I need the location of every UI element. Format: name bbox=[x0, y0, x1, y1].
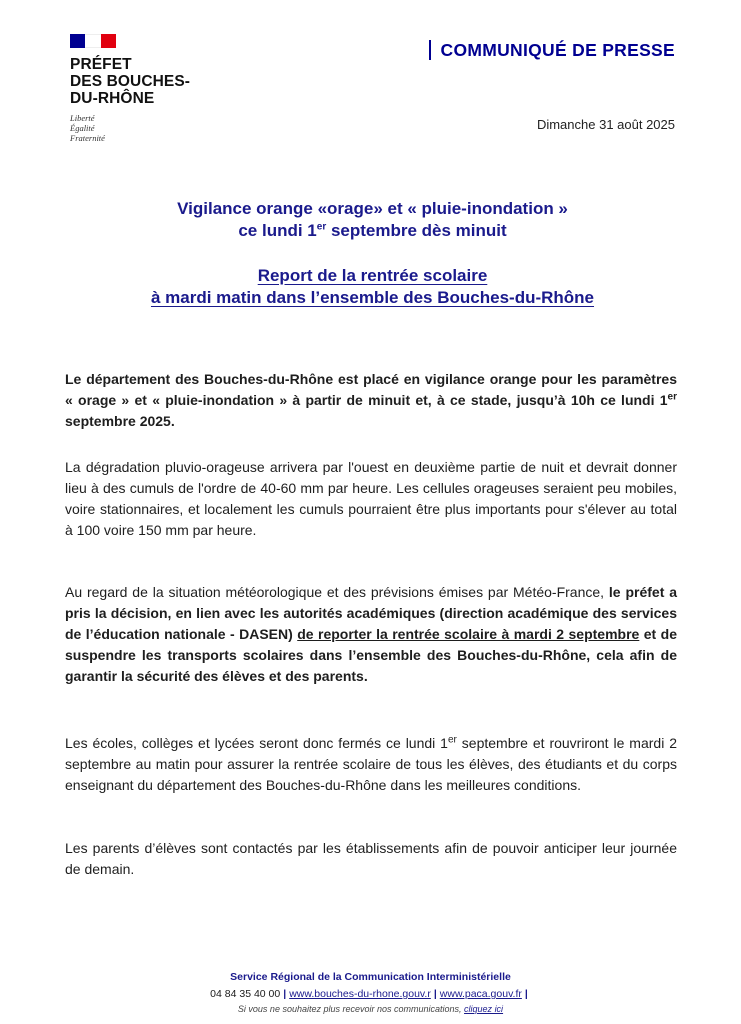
republic-motto bbox=[70, 113, 230, 143]
paragraph-underlined-text: de reporter la rentrée scolaire à mardi 2 septembre bbox=[297, 626, 640, 642]
paragraph-bold-text: le préfet a pris la décision, en lien avec les autorités académiques (direction académique des services de l’éducation nationale - DASEN) bbox=[65, 584, 677, 642]
paragraph-forecast: La dégradation pluvio-orageuse arrivera par l'ouest en deuxième partie de nuit et devrait donner lieu à des cumuls de l'ordre de 40-60 mm par heure. Les cellules orageuses seraient peu mobiles, voire stationnaires, et localement les cumuls pourraient être plus importants pour s'élever au total à 100 voire 150 mm par heure. bbox=[65, 459, 677, 538]
vigilance-title-line: Vigilance orange «orage» et « pluie-inondation » bbox=[177, 199, 568, 218]
unsubscribe-text: Si vous ne souhaitez plus recevoir nos communications, bbox=[237, 1004, 465, 1014]
footer-separator: | bbox=[433, 988, 437, 1000]
footer-unsubscribe bbox=[0, 1004, 741, 1014]
motto-line: Liberté bbox=[70, 113, 95, 123]
paragraph-text: septembre et rouvriront le mardi 2 septembre au matin pour assurer la rentrée scolaire de tous les élèves, des étudiants et du corps enseignant du département des Bouches-du-Rhône dans les meilleures conditions. bbox=[65, 735, 677, 793]
title-text: ce lundi 1 bbox=[238, 221, 317, 240]
footer-link-paca[interactable]: www.paca.gouv.fr bbox=[439, 988, 522, 1000]
unsubscribe-link[interactable]: cliquez ici bbox=[464, 1004, 504, 1014]
report-title-line: à mardi matin dans l’ensemble des Bouches-du-Rhône bbox=[150, 288, 595, 307]
vigilance-title bbox=[70, 198, 675, 242]
footer-phone: 04 84 35 40 00 bbox=[210, 988, 281, 1000]
french-flag-icon bbox=[70, 34, 116, 48]
title-text: septembre dès minuit bbox=[326, 221, 507, 240]
report-title-line: Report de la rentrée scolaire bbox=[257, 266, 488, 285]
report-title bbox=[70, 265, 675, 309]
release-date: Dimanche 31 août 2025 bbox=[536, 117, 675, 132]
prefecture-name-line: DES BOUCHES- bbox=[70, 73, 191, 90]
footer-separator: | bbox=[283, 988, 287, 1000]
paragraph-text: septembre 2025. bbox=[65, 413, 175, 429]
ordinal-superscript: er bbox=[667, 391, 677, 403]
footer-contacts bbox=[0, 988, 741, 1000]
footer-link-bouches-du-rhone[interactable]: www.bouches-du-rhone.gouv.r bbox=[289, 988, 431, 1000]
prefecture-logo bbox=[70, 34, 230, 143]
prefecture-name-line: DU-RHÔNE bbox=[70, 90, 155, 107]
paragraph-schools bbox=[65, 733, 677, 796]
footer-separator: | bbox=[524, 988, 528, 1000]
paragraph-text: Le département des Bouches-du-Rhône est placé en vigilance orange pour les paramètres « orage » et « pluie-inondation » à partir de minuit et, à ce stade, jusqu’à 10h ce lundi 1 bbox=[65, 371, 677, 408]
paragraph-bold-text: et de suspendre les transports scolaires dans l’ensemble des Bouches-du-Rhône, cela afin de garantir la sécurité des élèves et des parents. bbox=[65, 626, 677, 684]
paragraph-vigilance bbox=[65, 369, 677, 432]
paragraph-parents: Les parents d’élèves sont contactés par les établissements afin de pouvoir anticiper leur journée de demain. bbox=[65, 840, 677, 877]
paragraph-text: Les écoles, collèges et lycées seront donc fermés ce lundi 1 bbox=[65, 735, 448, 751]
motto-line: Égalité bbox=[70, 123, 95, 133]
document-type-heading: COMMUNIQUÉ DE PRESSE bbox=[429, 40, 676, 60]
paragraph-decision bbox=[65, 582, 677, 687]
footer-service: Service Régional de la Communication Interministérielle bbox=[230, 971, 511, 983]
ordinal-superscript: er bbox=[316, 221, 327, 233]
motto-line: Fraternité bbox=[70, 133, 105, 143]
ordinal-superscript: er bbox=[447, 734, 457, 746]
prefecture-name bbox=[70, 56, 230, 107]
vigilance-title-line bbox=[70, 220, 675, 242]
paragraph-text: Au regard de la situation météorologique et des prévisions émises par Météo-France, bbox=[65, 584, 609, 600]
prefecture-name-line: PRÉFET bbox=[70, 56, 132, 73]
